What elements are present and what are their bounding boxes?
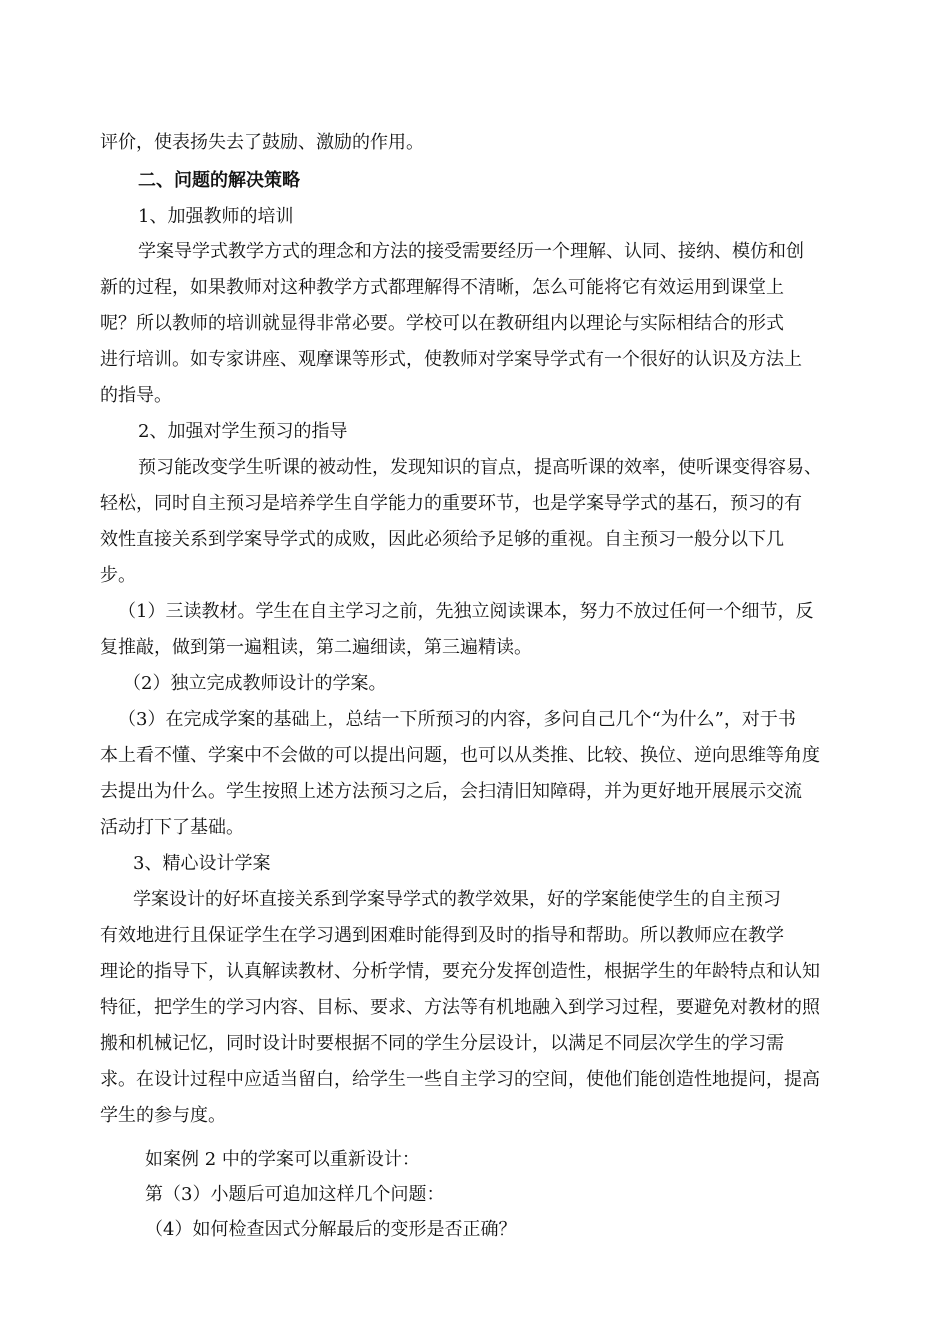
- paragraph-line: 搬和机械记忆，同时设计时要根据不同的学生分层设计，以满足不同层次学生的学习需: [100, 1033, 784, 1054]
- paragraph-line: 进行培训。如专家讲座、观摩课等形式，使教师对学案导学式有一个很好的认识及方法上: [100, 349, 802, 370]
- paragraph-line: 预习能改变学生听课的被动性，发现知识的盲点，提高听课的效率，使听课变得容易、: [138, 457, 822, 478]
- paragraph-line: 新的过程，如果教师对这种教学方式都理解得不清晰，怎么可能将它有效运用到课堂上: [100, 277, 784, 298]
- paragraph-line: 复推敲，做到第一遍粗读，第二遍细读，第三遍精读。: [100, 637, 532, 658]
- paragraph-line: 去提出为什么。学生按照上述方法预习之后，会扫清旧知障碍，并为更好地开展展示交流: [100, 781, 802, 802]
- paragraph-line: 学生的参与度。: [100, 1105, 226, 1126]
- paragraph-line: 理论的指导下，认真解读教材、分析学情，要充分发挥创造性，根据学生的年龄特点和认知: [100, 961, 820, 982]
- paragraph-line: 效性直接关系到学案导学式的成败，因此必须给予足够的重视。自主预习一般分以下几: [100, 529, 784, 550]
- paragraph-line: 求。在设计过程中应适当留白，给学生一些自主学习的空间，使他们能创造性地提问，提高: [100, 1069, 820, 1090]
- subsection-heading: 1、加强教师的培训: [138, 206, 294, 227]
- paragraph-line: 如案例 2 中的学案可以重新设计：: [145, 1149, 420, 1170]
- paragraph-line: 特征，把学生的学习内容、目标、要求、方法等有机地融入到学习过程，要避免对教材的照: [100, 997, 820, 1018]
- subsection-heading: 2、加强对学生预习的指导: [138, 421, 348, 442]
- paragraph-line: 的指导。: [100, 385, 172, 406]
- paragraph-line: 本上看不懂、学案中不会做的可以提出问题，也可以从类推、比较、换位、逆向思维等角度: [100, 745, 820, 766]
- paragraph-line: 有效地进行且保证学生在学习遇到困难时能得到及时的指导和帮助。所以教师应在教学: [100, 925, 784, 946]
- paragraph-line: 轻松，同时自主预习是培养学生自学能力的重要环节，也是学案导学式的基石，预习的有: [100, 493, 802, 514]
- paragraph-line: 评价，使表扬失去了鼓励、激励的作用。: [100, 132, 424, 153]
- paragraph-line: 学案导学式教学方式的理念和方法的接受需要经历一个理解、认同、接纳、模仿和创: [138, 241, 804, 262]
- paragraph-line: 步。: [100, 565, 136, 586]
- subsection-heading: 3、精心设计学案: [133, 853, 271, 874]
- section-heading: 二、问题的解决策略: [138, 170, 300, 191]
- paragraph-line: 活动打下了基础。: [100, 817, 244, 838]
- list-item: （2）独立完成教师设计的学案。: [123, 673, 387, 694]
- paragraph-line: 学案设计的好坏直接关系到学案导学式的教学效果，好的学案能使学生的自主预习: [133, 889, 781, 910]
- list-item: （3）在完成学案的基础上，总结一下所预习的内容，多问自己几个“为什么”，对于书: [118, 709, 796, 730]
- list-item: （4）如何检查因式分解最后的变形是否正确？: [145, 1219, 517, 1240]
- paragraph-line: 呢？所以教师的培训就显得非常必要。学校可以在教研组内以理论与实际相结合的形式: [100, 313, 784, 334]
- list-item: （1）三读教材。学生在自主学习之前，先独立阅读课本，努力不放过任何一个细节，反: [118, 601, 814, 622]
- paragraph-line: 第（3）小题后可追加这样几个问题：: [145, 1184, 445, 1205]
